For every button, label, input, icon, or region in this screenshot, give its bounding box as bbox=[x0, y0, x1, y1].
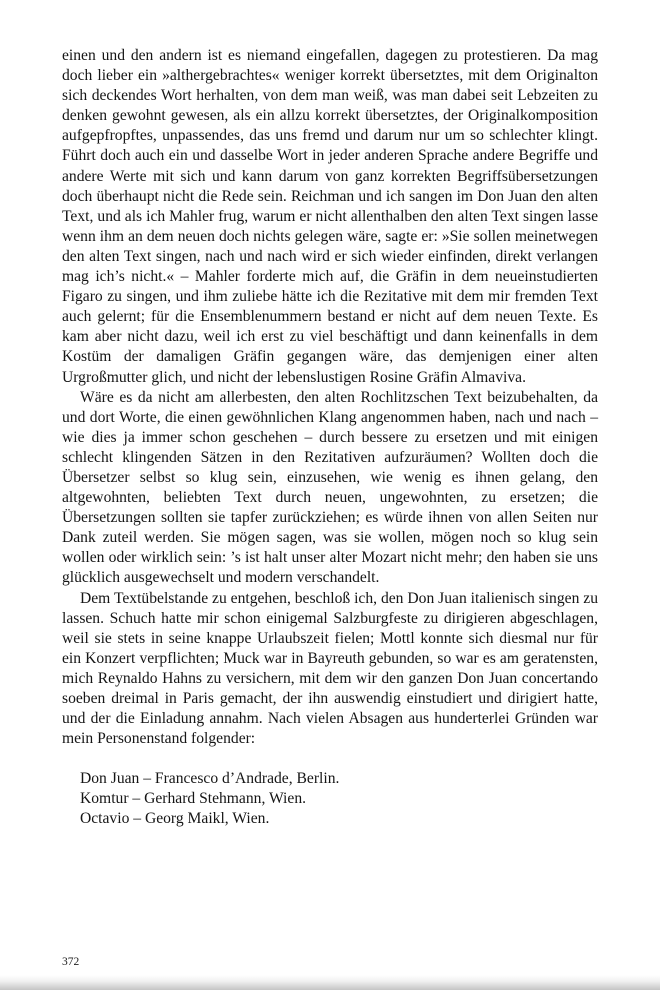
page-number: 372 bbox=[62, 956, 80, 968]
paragraph: Wäre es da nicht am allerbesten, den alten Rochlitzschen Text beizubehalten, da und dort Worte, die einen gewöhnlichen Klang angenommen haben, nach und nach – wie dies ja immer schon geschehen – durch bessere zu ersetzen und mit einigen schlecht klingenden Sätzen in den Rezitativen aufzuräumen? Wollten doch die Übersetzer selbst so klug sein, einzusehen, wie wenig es ihnen gelang, den altgewohnten, beliebten Text durch neuen, ungewohnten, zu ersetzen; die Übersetzungen sollten sie tapfer zurückziehen; es würde ihnen von allen Seiten nur Dank zuteil werden. Sie mögen sagen, was sie wollen, mögen noch so klug sein wollen oder wirklich sein: ’s ist halt unser alter Mozart nicht mehr; den haben sie uns glücklich ausgewechselt und modern verschandelt. bbox=[62, 388, 598, 587]
page-bottom-shadow bbox=[0, 975, 660, 990]
cast-list bbox=[62, 769, 598, 829]
page-text bbox=[62, 46, 598, 830]
cast-list-item: Don Juan – Francesco d’Andrade, Berlin. bbox=[80, 770, 340, 788]
paragraph: einen und den andern ist es niemand eingefallen, dagegen zu protestieren. Da mag doch lieber ein »althergebrachtes« weniger korrekt übersetztes, mit dem Originalton sich deckendes Wort herhalten, von dem man weiß, was man dabei seit Lebzeiten zu denken gewohnt gewesen, als ein allzu korrekt übersetztes, der Originalkomposition aufgepfropftes, unpassendes, das uns fremd und darum nur um so schlechter klingt. Führt doch auch ein und dasselbe Wort in jeder anderen Sprache andere Begriffe und andere Werte mit sich und kann darum von ganz korrekten Begriffsübersetzungen doch überhaupt nicht die Rede sein. Reichman und ich sangen im Don Juan den alten Text, und als ich Mahler frug, warum er nicht allenthalben den alten Text singen lasse wenn ihm an dem neuen doch nichts gelegen wäre, sagte er: »Sie sollen meinetwegen den alten Text singen, nach und nach wird er sich wieder einfinden, direkt verlangen mag ich’s nicht.« – Mahler forderte mich auf, die Gräfin in dem neueinstudierten Figaro zu singen, und ihm zuliebe hätte ich die Rezitative mit dem mir fremden Text auch gelernt; für die Ensemblenummern bestand er nicht auf dem neuen Texte. Es kam aber nicht dazu, weil ich erst zu viel beschäftigt und dann keinenfalls in dem Kostüm der damaligen Gräfin gegangen wäre, das demjenigen einer alten Urgroßmutter glich, und nicht der lebenslustigen Rosine Gräfin Almaviva. bbox=[62, 47, 598, 386]
cast-list-item: Komtur – Gerhard Stehmann, Wien. bbox=[80, 790, 307, 808]
paragraph: Dem Textübelstande zu entgehen, beschloß ich, den Don Juan italienisch singen zu lassen. Schuch hatte mir schon einigemal Salzburgfeste zu dirigieren abgeschlagen, weil sie stets in seine knappe Urlaubszeit fielen; Mottl konnte sich diesmal nur für ein Konzert verpflichten; Muck war in Bayreuth gebunden, so war es am geratensten, mich Reynaldo Hahns zu versichern, mit dem wir den ganzen Don Juan concertando soeben dreimal in Paris gemacht, der ihn auswendig einstudiert und dirigiert hatte, und der die Einladung annahm. Nach vielen Absagen aus hunderterlei Gründen war mein Personenstand folgender: bbox=[62, 589, 598, 748]
cast-list-item: Octavio – Georg Maikl, Wien. bbox=[80, 810, 270, 828]
